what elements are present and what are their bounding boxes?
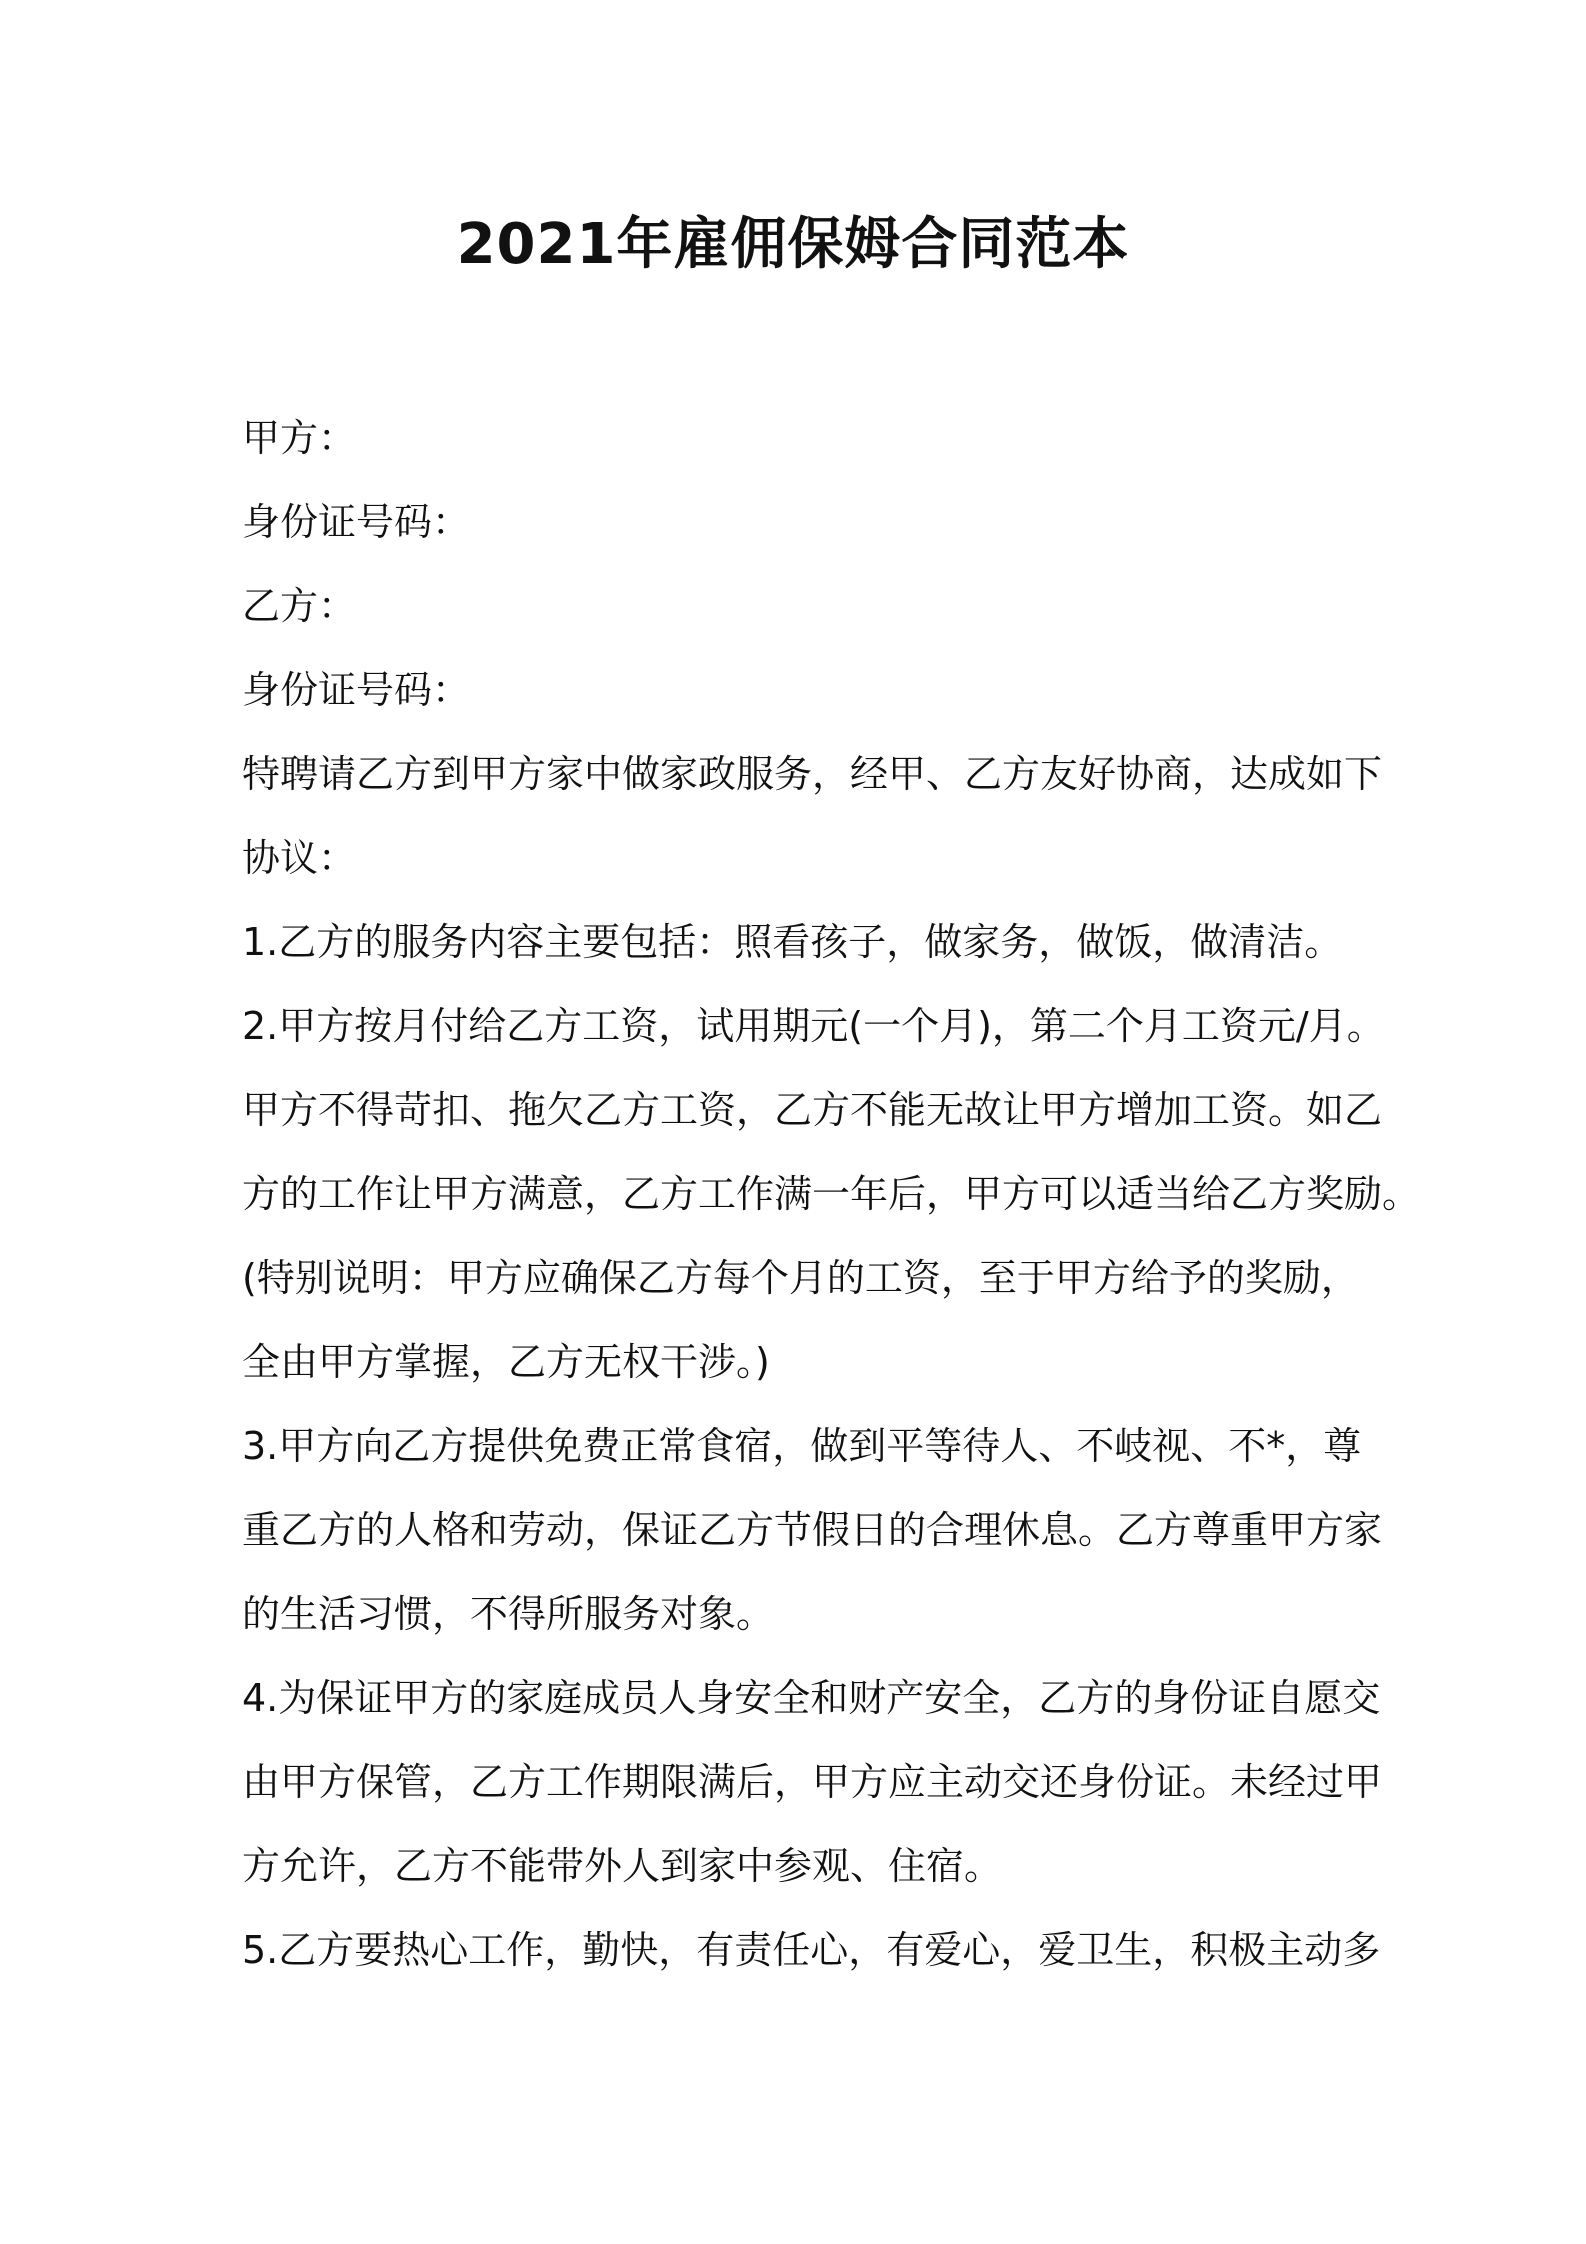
text-line: 由甲方保管，乙方工作期限满后，甲方应主动交还身份证。未经过甲 bbox=[242, 1760, 1383, 1804]
text-line: 甲方不得苛扣、拖欠乙方工资，乙方不能无故让甲方增加工资。如乙 bbox=[242, 1088, 1383, 1132]
text-line: 方允许，乙方不能带外人到家中参观、住宿。 bbox=[242, 1844, 1003, 1888]
party-a-id-line: 身份证号码： bbox=[242, 500, 471, 544]
clause-1-line: 1.乙方的服务内容主要包括：照看孩子，做家务，做饭，做清洁。 bbox=[242, 920, 1343, 964]
text-line: 协议： bbox=[242, 836, 357, 880]
text-line: (特别说明：甲方应确保乙方每个月的工资，至于甲方给予的奖励， bbox=[242, 1256, 1359, 1300]
document-body bbox=[242, 396, 1421, 1992]
text-line: 方的工作让甲方满意，乙方工作满一年后，甲方可以适当给乙方奖励。 bbox=[242, 1172, 1421, 1216]
clause-4-line: 4.为保证甲方的家庭成员人身安全和财产安全，乙方的身份证自愿交 bbox=[242, 1676, 1381, 1720]
document-title: 2021年雇佣保姆合同范本 bbox=[456, 212, 1130, 277]
party-b-line: 乙方： bbox=[242, 584, 357, 628]
clause-2-line: 2.甲方按月付给乙方工资，试用期元(一个月)，第二个月工资元/月。 bbox=[242, 1004, 1385, 1048]
text-line: 全由甲方掌握，乙方无权干涉。) bbox=[242, 1340, 770, 1384]
clause-3-line: 3.甲方向乙方提供免费正常食宿，做到平等待人、不岐视、不*，尊 bbox=[242, 1424, 1362, 1468]
text-line: 特聘请乙方到甲方家中做家政服务，经甲、乙方友好协商，达成如下 bbox=[242, 752, 1383, 796]
party-a-line: 甲方： bbox=[242, 416, 357, 460]
party-b-id-line: 身份证号码： bbox=[242, 668, 471, 712]
text-line: 重乙方的人格和劳动，保证乙方节假日的合理休息。乙方尊重甲方家 bbox=[242, 1508, 1383, 1552]
text-line: 的生活习惯，不得所服务对象。 bbox=[242, 1592, 775, 1636]
clause-5-line: 5.乙方要热心工作，勤快，有责任心，有爱心，爱卫生，积极主动多 bbox=[242, 1928, 1381, 1972]
